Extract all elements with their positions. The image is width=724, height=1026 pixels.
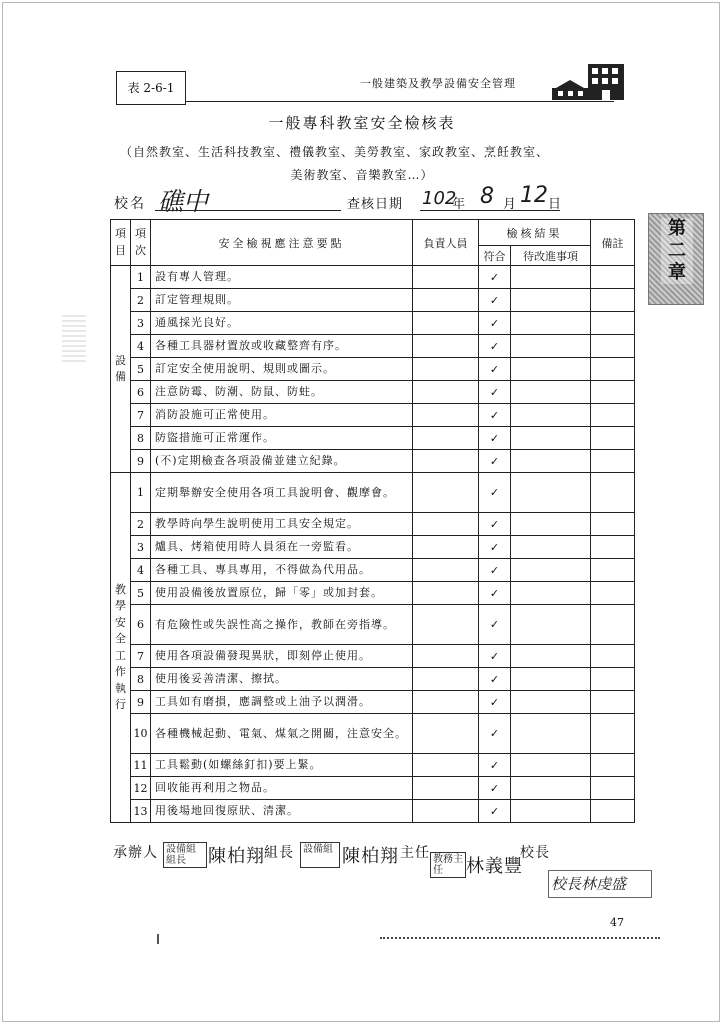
row-person-cell <box>413 559 479 582</box>
row-improve-cell <box>511 714 591 754</box>
inspection-day: 12 <box>520 183 548 208</box>
table-row <box>111 473 635 513</box>
page-title: 一般專科教室安全檢核表 <box>268 114 456 132</box>
chapter-tab-label: 第 二 章 <box>661 218 693 284</box>
row-improve-cell <box>511 427 591 450</box>
pass-check-mark: ✓ <box>479 513 511 536</box>
row-point-text: (不)定期檢查各項設備並建立紀錄。 <box>151 450 413 473</box>
pass-check-mark: ✓ <box>479 473 511 513</box>
row-remark-cell <box>591 559 635 582</box>
row-number: 13 <box>131 800 151 823</box>
school-name-label: 校名 <box>114 196 146 212</box>
row-number: 8 <box>131 427 151 450</box>
scan-speckle <box>62 312 86 362</box>
pass-check-mark: ✓ <box>479 335 511 358</box>
row-person-cell <box>413 404 479 427</box>
pass-check-mark: ✓ <box>479 536 511 559</box>
row-point-text: 消防設施可正常使用。 <box>151 404 413 427</box>
table-row <box>111 312 635 335</box>
header-item: 項 目 <box>111 220 131 266</box>
table-row <box>111 381 635 404</box>
pass-check-mark: ✓ <box>479 289 511 312</box>
principal-label: 校長 <box>520 845 550 861</box>
safety-checklist-table <box>110 219 635 823</box>
row-person-cell <box>413 513 479 536</box>
row-remark-cell <box>591 582 635 605</box>
running-title: 一般建築及教學設備安全管理 <box>360 77 516 90</box>
inspection-date-underline <box>420 210 560 211</box>
row-improve-cell <box>511 381 591 404</box>
row-number: 1 <box>131 473 151 513</box>
row-number: 5 <box>131 582 151 605</box>
handler-label: 承辦人 <box>113 845 158 861</box>
row-point-text: 用後場地回復原狀、清潔。 <box>151 800 413 823</box>
row-person-cell <box>413 473 479 513</box>
section-category: 教 學 安 全 工 作 執 行 <box>111 473 131 823</box>
row-person-cell <box>413 645 479 668</box>
row-number: 5 <box>131 358 151 381</box>
row-remark-cell <box>591 335 635 358</box>
row-remark-cell <box>591 266 635 289</box>
director-stamp-title: 教務主任 <box>430 852 466 878</box>
row-improve-cell <box>511 513 591 536</box>
pass-check-mark: ✓ <box>479 645 511 668</box>
row-point-text: 各種工具器材置放或收藏整齊有序。 <box>151 335 413 358</box>
row-number: 9 <box>131 691 151 714</box>
day-unit: 日 <box>548 197 562 212</box>
subtitle-line-2: 美術教室、音樂教室…） <box>290 168 434 182</box>
table-row <box>111 668 635 691</box>
row-remark-cell <box>591 381 635 404</box>
row-remark-cell <box>591 605 635 645</box>
pass-check-mark: ✓ <box>479 358 511 381</box>
header-points: 安全檢視應注意要點 <box>151 220 413 266</box>
row-remark-cell <box>591 754 635 777</box>
inspection-month: 8 <box>480 184 494 209</box>
row-remark-cell <box>591 312 635 335</box>
row-improve-cell <box>511 450 591 473</box>
row-improve-cell <box>511 645 591 668</box>
row-number: 4 <box>131 335 151 358</box>
row-person-cell <box>413 754 479 777</box>
table-row <box>111 605 635 645</box>
page-number: 47 <box>610 916 624 929</box>
row-improve-cell <box>511 668 591 691</box>
table-row <box>111 582 635 605</box>
row-point-text: 防盜措施可正常運作。 <box>151 427 413 450</box>
school-name-handwritten: 礁中 <box>158 187 209 216</box>
pass-check-mark: ✓ <box>479 754 511 777</box>
row-point-text: 回收能再利用之物品。 <box>151 777 413 800</box>
row-remark-cell <box>591 645 635 668</box>
chief-stamp-name: 陳柏翔 <box>342 846 399 867</box>
row-number: 8 <box>131 668 151 691</box>
row-remark-cell <box>591 404 635 427</box>
row-person-cell <box>413 312 479 335</box>
row-remark-cell <box>591 473 635 513</box>
row-point-text: 通風採光良好。 <box>151 312 413 335</box>
row-remark-cell <box>591 668 635 691</box>
pass-check-mark: ✓ <box>479 582 511 605</box>
table-row <box>111 513 635 536</box>
subtitle-line-1: （自然教室、生活科技教室、禮儀教室、美勞教室、家政教室、烹飪教室、 <box>120 145 550 159</box>
pass-check-mark: ✓ <box>479 381 511 404</box>
table-row <box>111 358 635 381</box>
row-person-cell <box>413 668 479 691</box>
row-person-cell <box>413 427 479 450</box>
row-person-cell <box>413 266 479 289</box>
table-row <box>111 266 635 289</box>
row-improve-cell <box>511 754 591 777</box>
table-row <box>111 335 635 358</box>
row-remark-cell <box>591 427 635 450</box>
row-number: 3 <box>131 536 151 559</box>
table-row <box>111 289 635 312</box>
handler-stamp-title: 設備組組長 <box>163 842 207 868</box>
row-point-text: 定期舉辦安全使用各項工具說明會、觀摩會。 <box>151 473 413 513</box>
header-result: 檢核結果 <box>479 220 591 246</box>
principal-stamp: 校長林虔盛 <box>548 870 652 898</box>
row-number: 10 <box>131 714 151 754</box>
row-remark-cell <box>591 691 635 714</box>
table-row <box>111 404 635 427</box>
director-label: 主任 <box>400 845 430 861</box>
row-improve-cell <box>511 358 591 381</box>
table-row <box>111 777 635 800</box>
row-number: 7 <box>131 645 151 668</box>
table-row <box>111 450 635 473</box>
row-point-text: 教學時向學生說明使用工具安全規定。 <box>151 513 413 536</box>
scan-mark <box>157 934 159 944</box>
row-number: 6 <box>131 605 151 645</box>
director-stamp-name: 林義豐 <box>466 856 523 877</box>
row-improve-cell <box>511 605 591 645</box>
row-number: 2 <box>131 289 151 312</box>
row-number: 12 <box>131 777 151 800</box>
row-remark-cell <box>591 513 635 536</box>
row-number: 4 <box>131 559 151 582</box>
header-pass: 符合 <box>479 246 511 266</box>
school-name-underline <box>155 210 341 211</box>
pass-check-mark: ✓ <box>479 777 511 800</box>
pass-check-mark: ✓ <box>479 312 511 335</box>
pass-check-mark: ✓ <box>479 691 511 714</box>
inspection-year: 102 <box>422 188 457 209</box>
pass-check-mark: ✓ <box>479 404 511 427</box>
header-person: 負責人員 <box>413 220 479 266</box>
row-remark-cell <box>591 800 635 823</box>
row-improve-cell <box>511 266 591 289</box>
pass-check-mark: ✓ <box>479 450 511 473</box>
section-category: 設 備 <box>111 266 131 473</box>
row-improve-cell <box>511 536 591 559</box>
signature-row <box>113 842 158 862</box>
row-point-text: 工具如有磨損，應調整或上油予以潤滑。 <box>151 691 413 714</box>
table-row <box>111 714 635 754</box>
row-point-text: 使用各項設備發現異狀，即刻停止使用。 <box>151 645 413 668</box>
row-improve-cell <box>511 404 591 427</box>
row-point-text: 設有專人管理。 <box>151 266 413 289</box>
row-person-cell <box>413 536 479 559</box>
row-person-cell <box>413 335 479 358</box>
chief-stamp-title: 設備組 <box>300 842 340 868</box>
row-point-text: 使用後妥善清潔、擦拭。 <box>151 668 413 691</box>
row-remark-cell <box>591 536 635 559</box>
pass-check-mark: ✓ <box>479 605 511 645</box>
row-point-text: 訂定安全使用說明、規則或圖示。 <box>151 358 413 381</box>
row-improve-cell <box>511 559 591 582</box>
row-person-cell <box>413 800 479 823</box>
row-remark-cell <box>591 289 635 312</box>
year-unit: 年 <box>452 197 466 212</box>
row-number: 7 <box>131 404 151 427</box>
row-person-cell <box>413 450 479 473</box>
row-improve-cell <box>511 289 591 312</box>
row-point-text: 各種工具、專具專用，不得做為代用品。 <box>151 559 413 582</box>
row-person-cell <box>413 358 479 381</box>
row-person-cell <box>413 289 479 312</box>
bottom-dotted-rule <box>380 937 660 939</box>
row-number: 11 <box>131 754 151 777</box>
row-remark-cell <box>591 714 635 754</box>
handler-stamp-name: 陳柏翔 <box>208 846 265 867</box>
pass-check-mark: ✓ <box>479 266 511 289</box>
row-improve-cell <box>511 582 591 605</box>
row-person-cell <box>413 605 479 645</box>
inspection-date-label: 查核日期 <box>347 197 404 212</box>
pass-check-mark: ✓ <box>479 800 511 823</box>
building-logo-icon <box>552 60 628 102</box>
table-row <box>111 559 635 582</box>
row-improve-cell <box>511 800 591 823</box>
chief-label: 組長 <box>264 845 294 861</box>
header-seq: 項 次 <box>131 220 151 266</box>
month-unit: 月 <box>503 197 517 212</box>
row-improve-cell <box>511 335 591 358</box>
row-improve-cell <box>511 473 591 513</box>
row-point-text: 有危險性或失誤性高之操作，教師在旁指導。 <box>151 605 413 645</box>
row-person-cell <box>413 691 479 714</box>
row-point-text: 爐具、烤箱使用時人員須在一旁監看。 <box>151 536 413 559</box>
pass-check-mark: ✓ <box>479 559 511 582</box>
row-remark-cell <box>591 358 635 381</box>
row-point-text: 各種機械起動、電氣、煤氣之開關，注意安全。 <box>151 714 413 754</box>
row-improve-cell <box>511 777 591 800</box>
row-point-text: 注意防霉、防潮、防鼠、防蛀。 <box>151 381 413 404</box>
pass-check-mark: ✓ <box>479 427 511 450</box>
row-number: 2 <box>131 513 151 536</box>
row-person-cell <box>413 381 479 404</box>
row-number: 6 <box>131 381 151 404</box>
form-label: 表 2-6-1 <box>116 71 186 105</box>
table-row <box>111 691 635 714</box>
row-point-text: 訂定管理規則。 <box>151 289 413 312</box>
header-remark: 備註 <box>591 220 635 266</box>
row-person-cell <box>413 714 479 754</box>
table-row <box>111 800 635 823</box>
pass-check-mark: ✓ <box>479 714 511 754</box>
header-improve: 待改進事項 <box>511 246 591 266</box>
table-row <box>111 645 635 668</box>
chapter-tab <box>648 213 704 305</box>
table-row <box>111 427 635 450</box>
table-row <box>111 536 635 559</box>
table-row <box>111 754 635 777</box>
row-point-text: 使用設備後放置原位，歸「零」或加封套。 <box>151 582 413 605</box>
row-remark-cell <box>591 450 635 473</box>
row-improve-cell <box>511 312 591 335</box>
pass-check-mark: ✓ <box>479 668 511 691</box>
row-number: 3 <box>131 312 151 335</box>
row-remark-cell <box>591 777 635 800</box>
row-improve-cell <box>511 691 591 714</box>
row-number: 1 <box>131 266 151 289</box>
row-point-text: 工具鬆動(如螺絲釘扣)要上緊。 <box>151 754 413 777</box>
row-person-cell <box>413 582 479 605</box>
row-number: 9 <box>131 450 151 473</box>
header-rule <box>186 101 614 102</box>
row-person-cell <box>413 777 479 800</box>
